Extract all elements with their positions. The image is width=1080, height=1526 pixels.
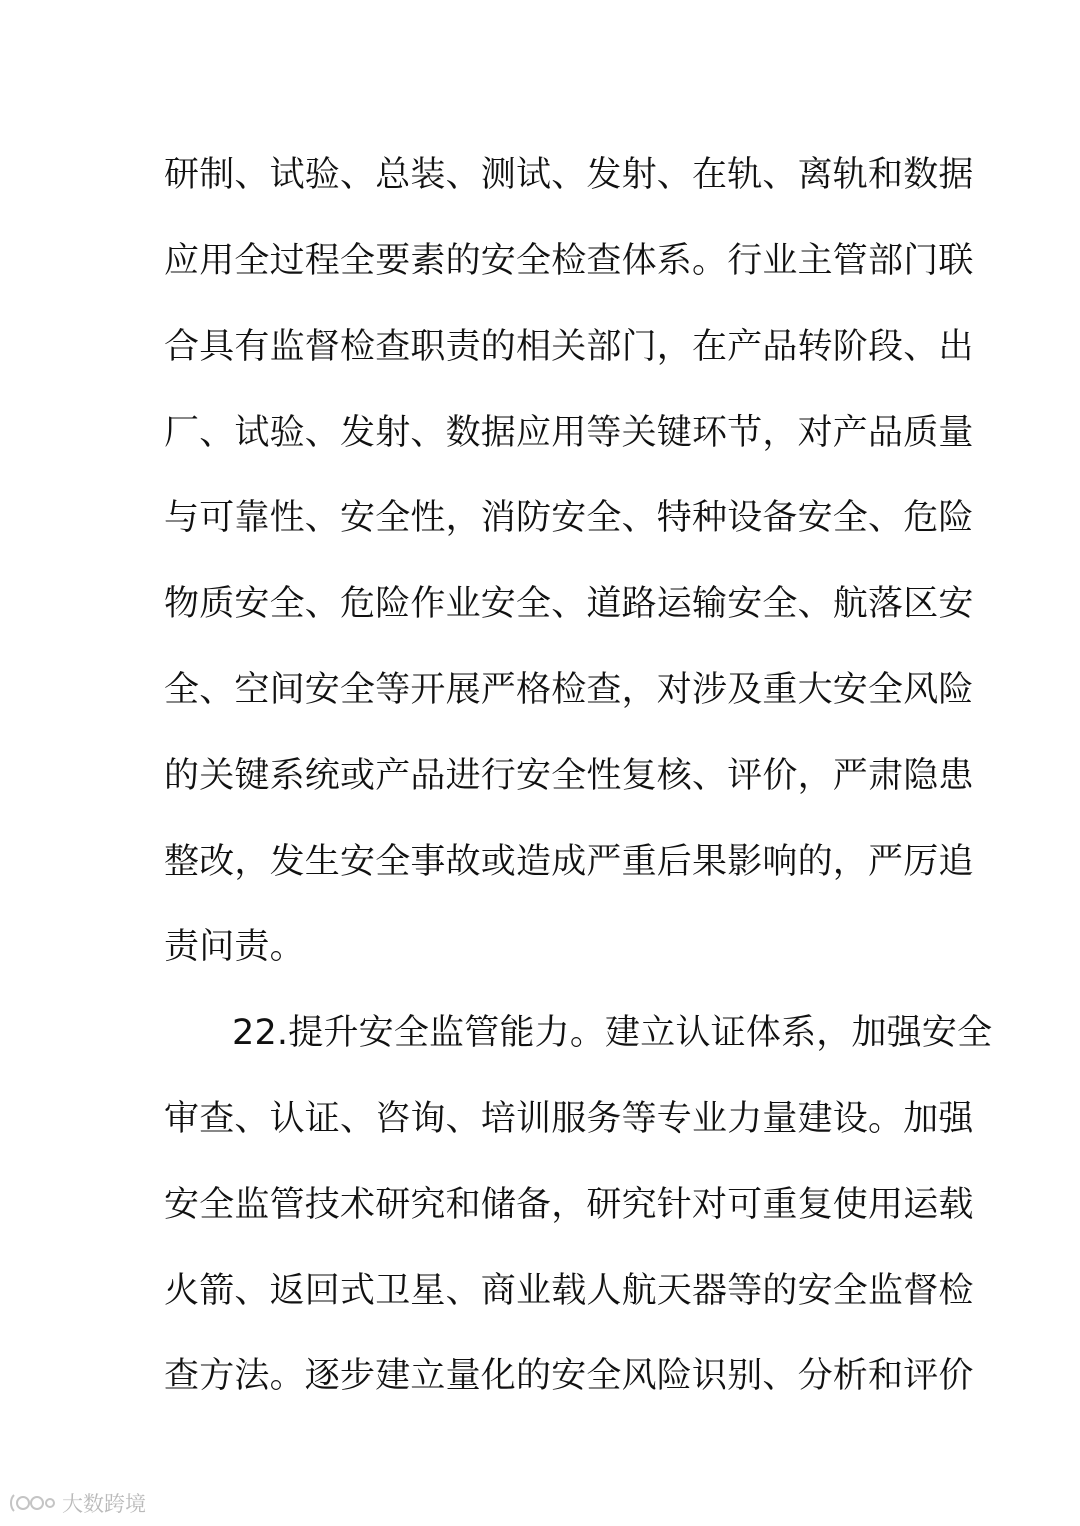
watermark: [8, 1488, 146, 1518]
text-line: 的关键系统或产品进行安全性复核、评价，严肃隐患: [164, 756, 974, 796]
text-line: 审查、认证、咨询、培训服务等专业力量建设。加强: [164, 1099, 974, 1139]
text-line: 查方法。逐步建立量化的安全风险识别、分析和评价: [164, 1356, 974, 1396]
text-line: 物质安全、危险作业安全、道路运输安全、航落区安: [164, 584, 974, 624]
text-line: 全、空间安全等开展严格检查，对涉及重大安全风险: [164, 670, 974, 710]
text-line: 与可靠性、安全性，消防安全、特种设备安全、危险: [164, 498, 974, 538]
text-line: 厂、试验、发射、数据应用等关键环节，对产品质量: [164, 413, 974, 453]
text-line: 整改，发生安全事故或造成严重后果影响的，严厉追: [164, 842, 974, 882]
text-line: 安全监管技术研究和储备，研究针对可重复使用运载: [164, 1185, 974, 1225]
text-line: 合具有监督检查职责的相关部门，在产品转阶段、出: [164, 327, 974, 367]
text-line: 研制、试验、总装、测试、发射、在轨、离轨和数据: [164, 155, 974, 195]
brand-logo-icon: [8, 1491, 56, 1515]
text-line: 火箭、返回式卫星、商业载人航天器等的安全监督检: [164, 1271, 974, 1311]
text-line: 应用全过程全要素的安全检查体系。行业主管部门联: [164, 241, 974, 281]
watermark-text: 大数跨境: [62, 1492, 146, 1516]
text-line: 责问责。: [164, 927, 305, 967]
paragraph-heading-line: 22.提升安全监管能力。建立认证体系，加强安全: [232, 1013, 993, 1053]
